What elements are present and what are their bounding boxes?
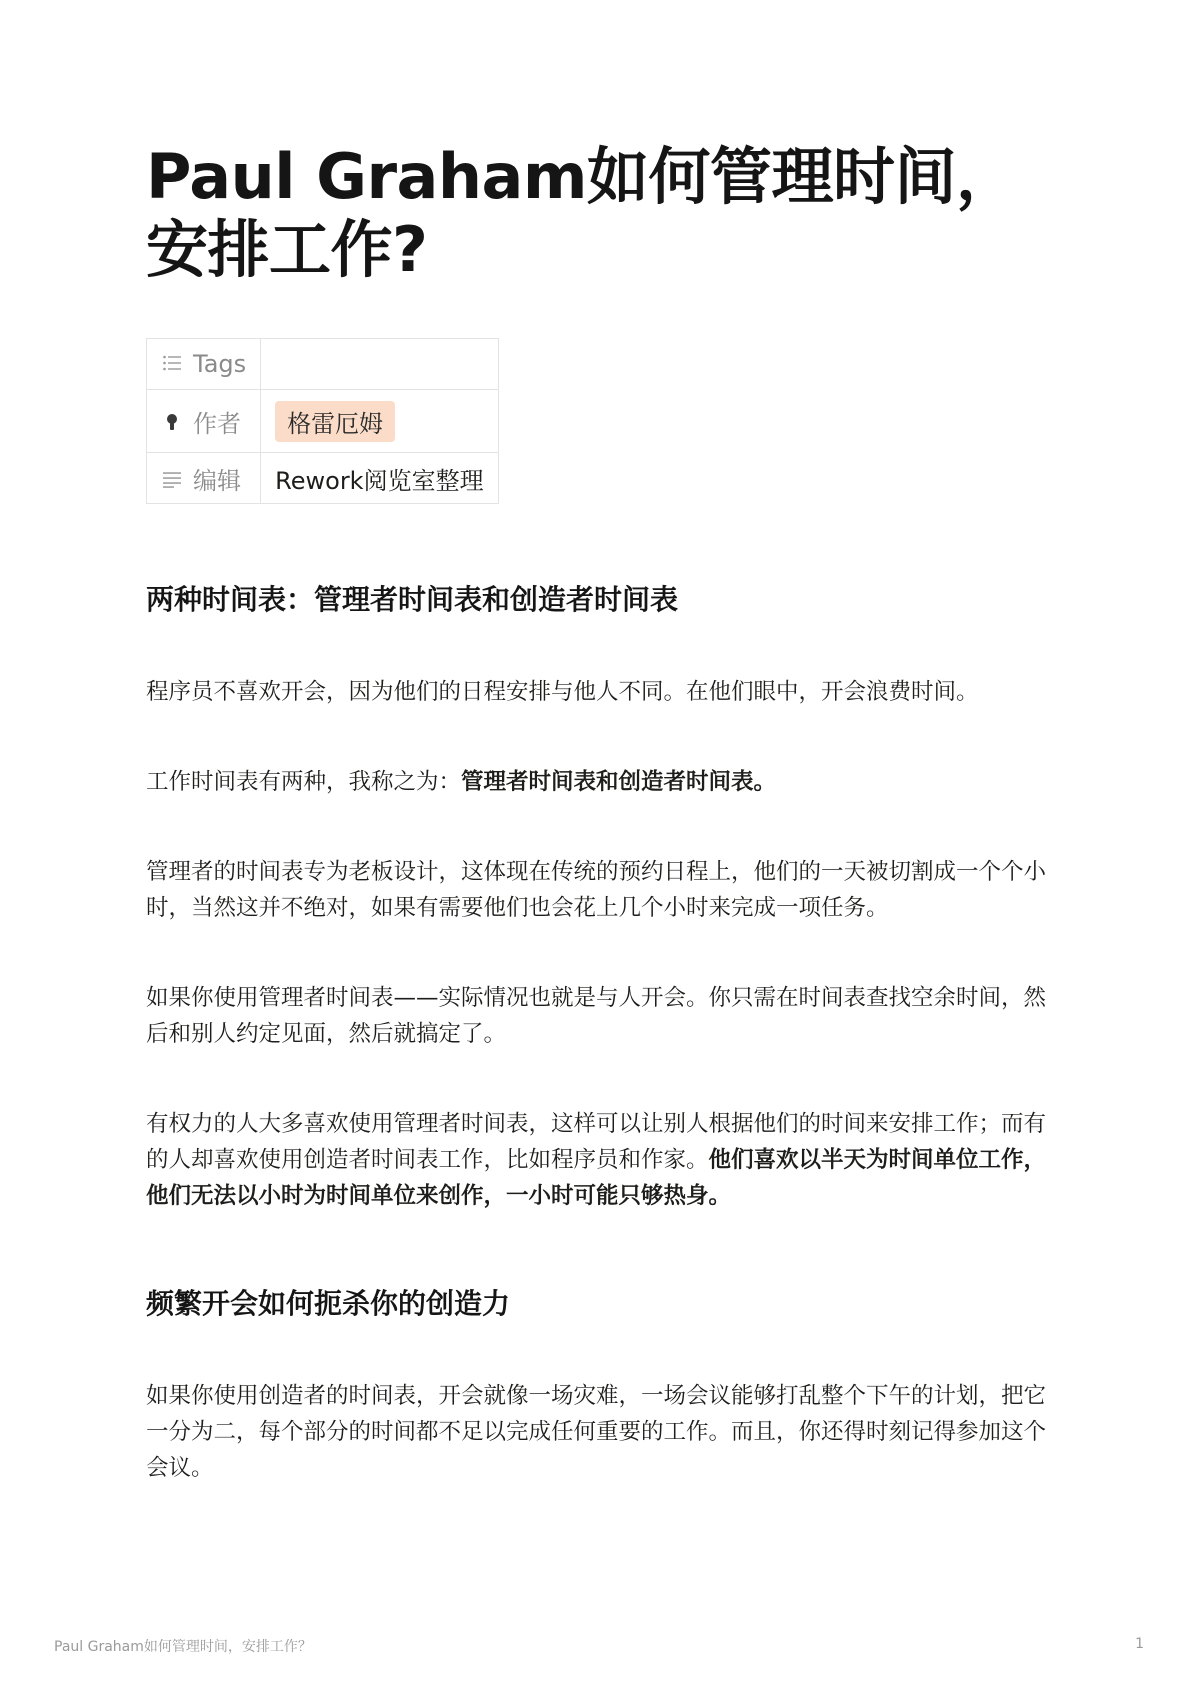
property-key (147, 339, 261, 390)
paragraph: 程序员不喜欢开会，因为他们的日程安排与他人不同。在他们眼中，开会浪费时间。 (146, 679, 979, 706)
property-row-author (147, 390, 499, 453)
property-key-label: 编辑 (193, 466, 241, 495)
author-tag[interactable]: 格雷厄姆 (275, 401, 395, 442)
section-heading: 频繁开会如何扼杀你的创造力 (146, 1287, 511, 1321)
property-value[interactable] (261, 339, 498, 390)
property-row-editor (147, 453, 499, 504)
paragraph-bold-text: 管理者时间表和创造者时间表。 (461, 769, 777, 796)
page-footer (54, 1636, 1144, 1656)
property-key-label: Tags (193, 350, 247, 379)
property-value[interactable]: Rework阅览室整理 (261, 453, 498, 504)
property-key (147, 390, 261, 453)
properties-table (146, 338, 499, 504)
paragraph-bold-text: 他们喜欢以半天为时间单位工作，他们无法以小时为时间单位来创作，一小时可能只够热身。 (146, 1147, 1047, 1210)
page-number: 1 (1135, 1636, 1144, 1652)
footer-doc-title: Paul Graham如何管理时间，安排工作？ (54, 1639, 312, 1655)
person-icon (161, 412, 183, 437)
section-heading: 两种时间表：管理者时间表和创造者时间表 (146, 583, 679, 617)
paragraph-text: 工作时间表有两种，我称之为： (146, 769, 462, 796)
property-key-label: 作者 (193, 409, 241, 438)
paragraph-text: 有权力的人大多喜欢使用管理者时间表，这样可以让别人根据他们的时间来安排工作；而有的人却喜欢使用创造者时间表工作，比如程序员和作家。 (146, 1111, 1047, 1174)
paragraph: 如果你使用管理者时间表——实际情况也就是与人开会。你只需在时间表查找空余时间，然后和别人约定见面，然后就搞定了。 (146, 985, 1047, 1048)
page-title: Paul Graham如何管理时间，安排工作? (146, 140, 1018, 287)
list-icon (161, 354, 183, 377)
text-lines-icon (161, 470, 183, 493)
document-page (146, 140, 1066, 1486)
paragraph (146, 764, 1066, 800)
property-value[interactable] (261, 390, 498, 453)
property-key (147, 453, 261, 504)
paragraph (146, 1106, 1066, 1214)
paragraph: 管理者的时间表专为老板设计，这体现在传统的预约日程上，他们的一天被切割成一个个小时，当然这并不绝对，如果有需要他们也会花上几个小时来完成一项任务。 (146, 859, 1047, 922)
paragraph: 如果你使用创造者的时间表，开会就像一场灾难，一场会议能够打乱整个下午的计划，把它一分为二，每个部分的时间都不足以完成任何重要的工作。而且，你还得时刻记得参加这个会议。 (146, 1383, 1047, 1482)
property-row-tags (147, 339, 499, 390)
